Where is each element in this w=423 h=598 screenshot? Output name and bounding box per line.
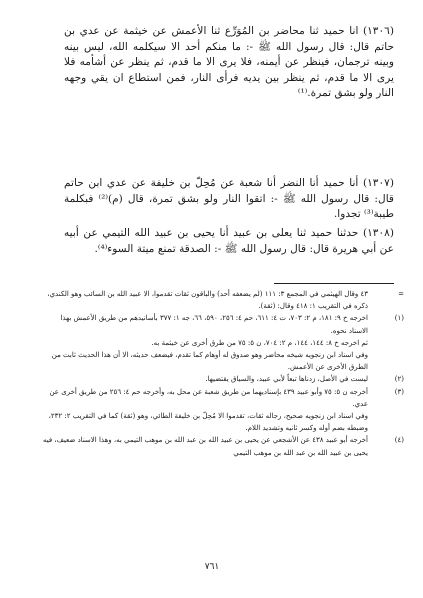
footnote-4	[40, 434, 404, 458]
footnote-text: اخرجه خ ٩: ١٨١، م ٢: ٧٠٣، ت ٤: ٦١١، حم ٤: ٢٥٦، ٥٩٠، ٦٦، جه ١: ٣٧٧ بأسانيدهم من طريق الأعمش بهذا الاسناد نحوه.	[60, 314, 368, 335]
footnote-marker: (٢)	[394, 375, 404, 384]
footnote-continuation	[40, 288, 404, 312]
footnote-3-cont: وفي اسناد ابن زنجويه صحيح، رجاله ثقات، تقدموا الا مُحِلّ بن خليفة الطائي، وهو (ثقة) كما في التقريب ٢: ٢٣٢، وضبطه بضم أوله وكسر ثانيه وتشديد اللام.	[48, 412, 368, 433]
hadith-1306-text: (١٣٠٦) انا حميد ثنا محاضر بن المُوَرِّع ثنا الأعمش عن خيثمة عن عدي بن حاتم قال: قال رسول الله ﷺ -: ما منكم أحد الا سيكلمه الله، ليس بينه وبينه ترجمان، فينظر عن أيمنه، فلا يرى الا ما قدم، ثم ينظر عن أشأمه فلا يرى الا ما قدم، ثم ينظر بين يديه فرأى النار، فمن استطاع ان يقي وجهه النار ولو بشق تمرة.⁽¹⁾	[64, 25, 394, 100]
hadith-1307-text: (١٣٠٧) أنا حميد أنا النضر أنا شعبة عن مُحِلّ بن خليفة عن عدي ابن حاتم قال: قال رسول الله ﷺ -: اتقوا النار ولو بشق تمرة، قال (م)⁽²⁾ فبكلمة طيبة⁽³⁾ تجدوا.	[64, 177, 394, 221]
page-number: ٧٦١	[204, 562, 220, 572]
footnote-marker: =	[398, 290, 404, 298]
footnote-marker: (٤)	[394, 436, 404, 445]
footnote-text: أخرجه ن ٥: ٧٥ وأبو عبيد ٤٣٩ بإسناديهما من طريق شعبة عن محل به، وأخرجه حم ٤: ٢٥٦ من طريق أخرى عن عدي.	[49, 387, 368, 408]
footnote-3	[40, 386, 404, 410]
footnote-separator	[274, 283, 394, 284]
footnote-text: ٤٣ وقال الهيثمي في المجمع ٣: ١١١ (لم يضعفه أحد) والباقون ثقات تقدموا، الا عبيد الله بن السائب وهو الكندي، ذكره في التقريب ١: ٤١٨ وقال: (ثقة).	[47, 290, 368, 311]
hadith-1308	[64, 226, 394, 257]
footnote-1	[40, 312, 404, 336]
footnotes	[40, 288, 404, 459]
footnote-text: ليست في الأصل، زدناها تبعاً لأبي عبيد، والسياق يقتضيها.	[205, 375, 368, 384]
hadith-1306	[64, 24, 394, 102]
hadith-1308-text: (١٣٠٨) حدثنا حميد ثنا يعلى بن عبيد أنا يحيى بن عبيد الله التيمي عن أبيه عن أبي هريرة قال: قال رسول الله ﷺ -: الصدقة تمنع ميتة السوء⁽⁴⁾.	[64, 227, 394, 255]
footnote-2	[40, 373, 404, 385]
footnote-marker: (٣)	[394, 387, 404, 396]
footnote-1-cont-a: ثم اخرجه خ ٨: ١٤٤، ١٤٤، م ٢: ٧٠٤، ن ٥: ٧٥ من طرق أخرى عن خيثمة به.	[151, 338, 368, 347]
hadith-1307	[64, 176, 394, 223]
footnote-marker: (١)	[394, 314, 404, 323]
footnote-text: أخرجه أبو عبيد ٤٣٨ عن الأشجعي عن يحيى بن عبيد الله بن عبد الله بن موهب التيمي به، وهذا الاسناد ضعيف، فيه يحيى بن عبيد الله بن عبد الله بن موهب التيمي	[42, 436, 368, 457]
footnote-1-cont-b: وفي اسناد ابن زنجويه شيخه محاضر وهو صدوق له أوهام كما تقدم، فيضعف حديثه، الا أن هذا الحديث ثابت من الطرق الأخرى عن الأعمش.	[51, 351, 368, 372]
